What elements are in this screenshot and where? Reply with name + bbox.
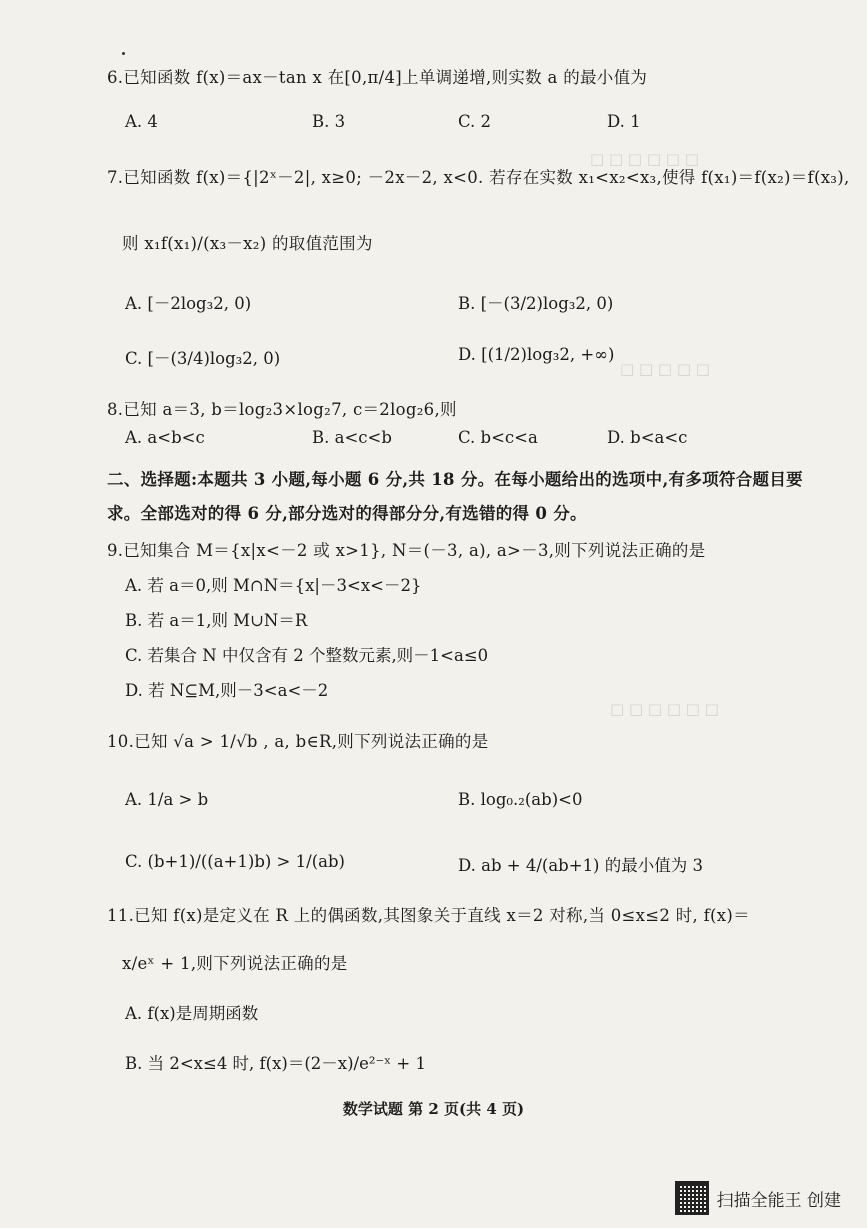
q10-option-a: A. 1/a > b bbox=[125, 790, 209, 809]
q11-stem-2: x/eˣ + 1,则下列说法正确的是 bbox=[122, 954, 348, 973]
q9-option-d: D. 若 N⊆M,则－3<a<－2 bbox=[125, 681, 329, 700]
q8-option-a: A. a<b<c bbox=[125, 428, 205, 447]
scanner-watermark bbox=[675, 1181, 841, 1215]
q9-option-b: B. 若 a＝1,则 M∪N＝R bbox=[125, 611, 308, 630]
qr-code-icon bbox=[675, 1181, 709, 1215]
q7-option-a: A. [－2log₃2, 0) bbox=[125, 294, 252, 313]
q8-option-d: D. b<a<c bbox=[607, 428, 688, 447]
q9-stem: 9.已知集合 M＝{x|x<－2 或 x>1}, N＝(－3, a), a>－3,则下列说法正确的是 bbox=[107, 541, 706, 560]
q6-stem: 6.已知函数 f(x)＝ax－tan x 在[0,π/4]上单调递增,则实数 a 的最小值为 bbox=[107, 68, 648, 87]
q9-option-a: A. 若 a＝0,则 M∩N＝{x|－3<x<－2} bbox=[125, 576, 422, 595]
section-2-heading: 二、选择题:本题共 3 小题,每小题 6 分,共 18 分。在每小题给出的选项中,有多项符合题目要 bbox=[107, 470, 803, 489]
q7-stem: 7.已知函数 f(x)＝{|2ˣ－2|, x≥0; －2x－2, x<0. 若存在实数 x₁<x₂<x₃,使得 f(x₁)＝f(x₂)＝f(x₃), bbox=[107, 168, 850, 187]
q10-stem: 10.已知 √a > 1/√b , a, b∈R,则下列说法正确的是 bbox=[107, 732, 489, 751]
q11-option-b: B. 当 2<x≤4 时, f(x)＝(2－x)/e²⁻ˣ + 1 bbox=[125, 1054, 426, 1073]
q10-option-d: D. ab + 4/(ab+1) 的最小值为 3 bbox=[458, 856, 703, 875]
watermark-label: 扫描全能王 创建 bbox=[716, 1190, 841, 1211]
q8-stem: 8.已知 a＝3, b＝log₂3×log₂7, c＝2log₂6,则 bbox=[107, 400, 457, 419]
page-footer: 数学试题 第 2 页(共 4 页) bbox=[342, 1100, 525, 1118]
q9-option-c: C. 若集合 N 中仅含有 2 个整数元素,则－1<a≤0 bbox=[125, 646, 489, 665]
q7-option-b: B. [－(3/2)log₃2, 0) bbox=[458, 294, 614, 313]
q6-option-b: B. 3 bbox=[312, 112, 346, 131]
q7-option-c: C. [－(3/4)log₃2, 0) bbox=[125, 349, 281, 368]
ink-dot bbox=[122, 52, 125, 55]
q10-option-c: C. (b+1)/((a+1)b) > 1/(ab) bbox=[125, 852, 345, 871]
bleed-through-text: □ □ □ □ □ □ bbox=[610, 700, 719, 718]
q11-option-a: A. f(x)是周期函数 bbox=[125, 1004, 259, 1023]
q6-option-a: A. 4 bbox=[125, 112, 158, 131]
q8-option-b: B. a<c<b bbox=[312, 428, 392, 447]
q7-stem-2: 则 x₁f(x₁)/(x₃－x₂) 的取值范围为 bbox=[122, 234, 373, 253]
q10-option-b: B. log₀.₂(ab)<0 bbox=[458, 790, 583, 809]
q8-option-c: C. b<c<a bbox=[458, 428, 538, 447]
bleed-through-text: □ □ □ □ □ bbox=[620, 360, 710, 378]
q6-option-d: D. 1 bbox=[607, 112, 641, 131]
q6-option-c: C. 2 bbox=[458, 112, 492, 131]
q7-option-d: D. [(1/2)log₃2, +∞) bbox=[458, 345, 615, 364]
section-2-heading-cont: 求。全部选对的得 6 分,部分选对的得部分分,有选错的得 0 分。 bbox=[107, 504, 587, 523]
q11-stem: 11.已知 f(x)是定义在 R 上的偶函数,其图象关于直线 x＝2 对称,当 0≤x≤2 时, f(x)＝ bbox=[107, 906, 750, 925]
bleed-through-text: □ □ □ □ □ □ bbox=[590, 150, 699, 168]
